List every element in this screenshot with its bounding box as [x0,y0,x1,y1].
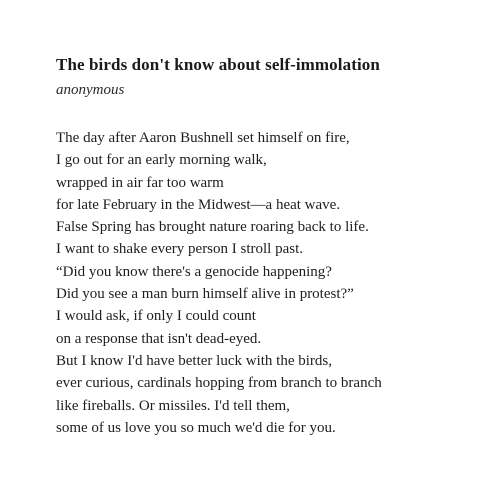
poem-line: for late February in the Midwest—a heat wave. [56,196,341,213]
poem-line: The day after Aaron Bushnell set himself on fire, [56,130,350,146]
poem-line: Did you see a man burn himself alive in protest?” [56,286,354,303]
poem-card [56,54,466,439]
poem-line: on a response that isn't dead-eyed. [56,330,262,347]
poem-line: I go out for an early morning walk, [56,152,267,169]
poem-line: But I know I'd have better luck with the birds, [56,352,332,369]
poem-line: like fireballs. Or missiles. I'd tell them, [56,397,290,414]
poem-title: The birds don't know about self-immolation [56,55,380,74]
poem-line: ever curious, cardinals hopping from branch to branch [56,375,382,392]
poem-body [56,127,466,439]
poem-line: some of us love you so much we'd die for you. [56,419,336,436]
poem-line: “Did you know there's a genocide happening? [56,263,332,280]
poem-line: False Spring has brought nature roaring back to life. [56,219,369,236]
poem-line: I would ask, if only I could count [56,308,256,325]
poem-line: I want to shake every person I stroll past. [56,241,304,258]
poem-author: anonymous [56,82,125,98]
poem-line: wrapped in air far too warm [56,174,224,191]
